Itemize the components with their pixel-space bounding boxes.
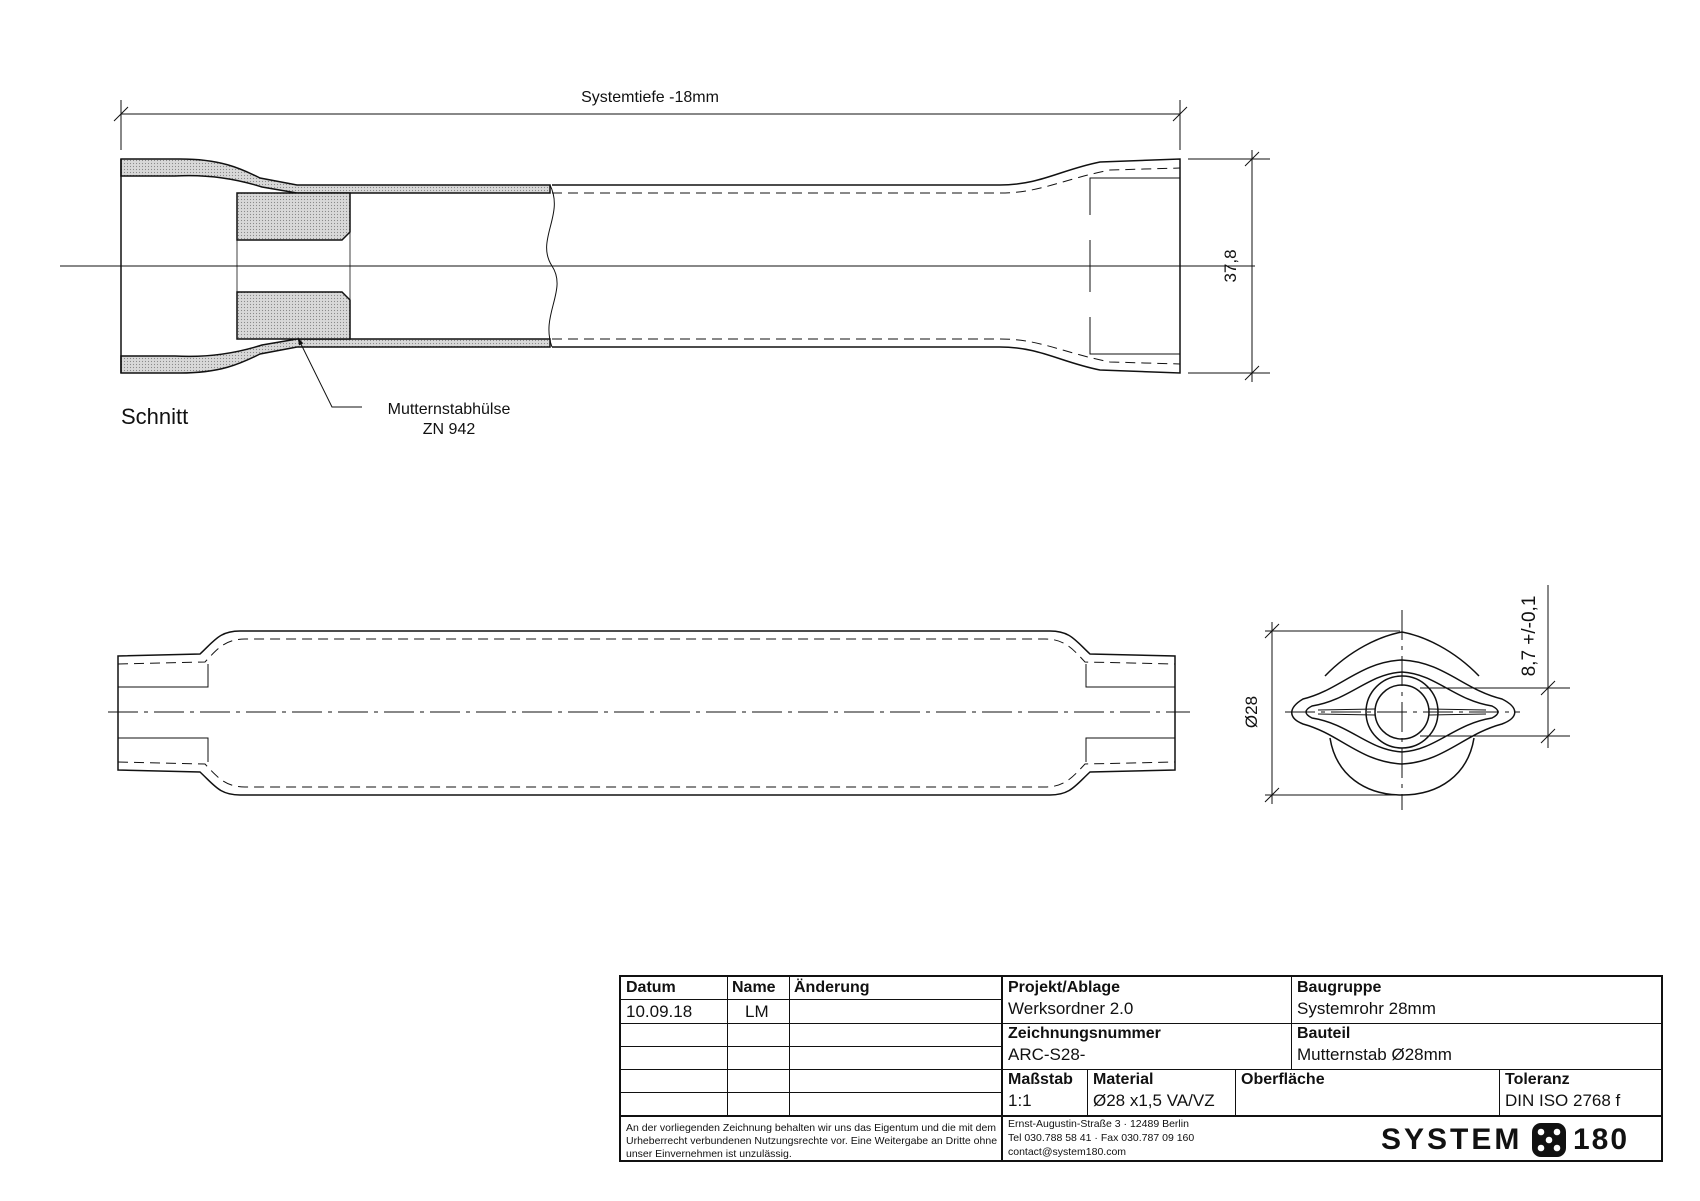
projekt-label: Projekt/Ablage	[1008, 979, 1121, 996]
section-view	[60, 100, 1270, 407]
header-datum: Datum	[626, 979, 676, 996]
hatch-wall-bottom	[121, 339, 550, 373]
bauteil-value: Mutternstab Ø28mm	[1297, 1045, 1452, 1064]
toleranz-value: DIN ISO 2768 f	[1505, 1091, 1621, 1110]
dice-five-icon	[1531, 1122, 1567, 1158]
logo-number: 180	[1573, 1123, 1630, 1156]
side-view	[108, 631, 1190, 795]
baugruppe-label: Baugruppe	[1297, 979, 1382, 996]
callout-text-2: ZN 942	[422, 421, 476, 438]
section-label: Schnitt	[121, 404, 189, 429]
copyright-notice: An der vorliegenden Zeichnung behalten wir uns das Eigentum und die mit dem Urheberrecht verbundenen Nutzungsrechte vor. Eine Weitergabe an Dritte ohne unser Einvernehmen ist unzulässig.	[626, 1122, 998, 1160]
title-block	[619, 975, 1663, 1162]
toleranz-label: Toleranz	[1505, 1071, 1570, 1088]
address-line-1: Ernst-Augustin-Straße 3 · 12489 Berlin	[1008, 1118, 1189, 1130]
dim-height-label: 37,8	[1221, 249, 1240, 283]
hatch-insert-bottom	[237, 292, 350, 339]
hatch-insert-top	[237, 193, 350, 240]
massstab-label: Maßstab	[1008, 1071, 1073, 1088]
row-name: LM	[745, 1002, 769, 1021]
oberflaeche-label: Oberfläche	[1241, 1071, 1325, 1088]
callout-leader	[298, 338, 362, 407]
header-name: Name	[732, 979, 776, 996]
material-label: Material	[1093, 1071, 1154, 1088]
header-aenderung: Änderung	[794, 979, 870, 996]
row-datum: 10.09.18	[626, 1002, 693, 1021]
logo-word: SYSTEM	[1381, 1123, 1523, 1156]
address-line-2: Tel 030.788 58 41 · Fax 030.787 09 160	[1008, 1132, 1195, 1144]
callout-text-1: Mutternstabhülse	[387, 401, 511, 418]
address-line-3: contact@system180.com	[1008, 1146, 1127, 1158]
projekt-value: Werksordner 2.0	[1008, 999, 1134, 1018]
dim-length-label: Systemtiefe -18mm	[581, 89, 719, 106]
bauteil-label: Bauteil	[1297, 1025, 1351, 1042]
material-value: Ø28 x1,5 VA/VZ	[1093, 1091, 1215, 1110]
baugruppe-value: Systemrohr 28mm	[1297, 999, 1436, 1018]
zeichnung-label: Zeichnungsnummer	[1008, 1025, 1161, 1042]
zeichnung-value: ARC-S28-	[1008, 1045, 1086, 1064]
dim-slot-label: 8,7 +/-0,1	[1519, 595, 1540, 677]
massstab-value: 1:1	[1008, 1091, 1032, 1110]
hatch-wall-top	[121, 159, 550, 193]
dim-diameter-label: Ø28	[1242, 695, 1261, 729]
logo	[1381, 1117, 1663, 1162]
